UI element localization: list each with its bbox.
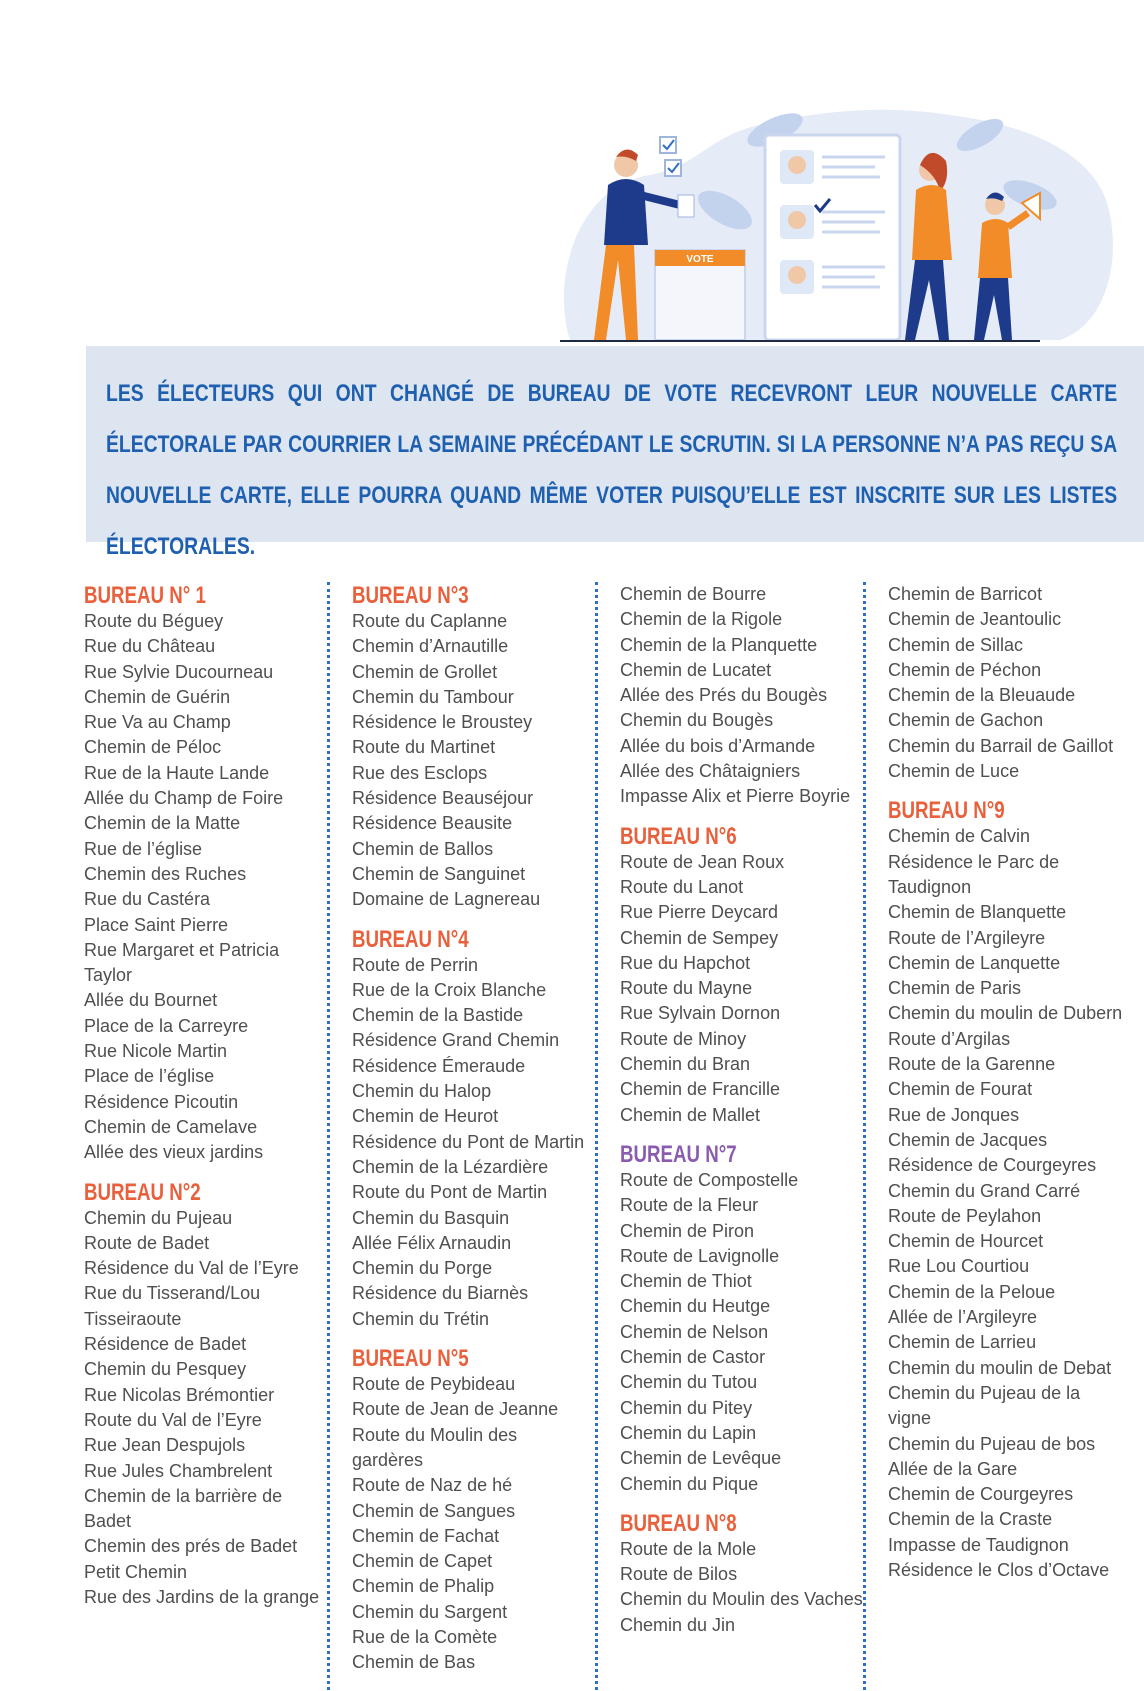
bureau-title: BUREAU N°5: [352, 1345, 469, 1373]
street-item: Allée des vieux jardins: [84, 1142, 264, 1163]
street-item: Chemin du Basquin: [352, 1207, 510, 1228]
bureau-title: BUREAU N°9: [888, 797, 1005, 825]
street-item: Chemin de Jacques: [888, 1129, 1048, 1150]
street-list: [84, 1206, 334, 1611]
street-item: Allée des Prés du Bougès: [620, 685, 828, 706]
bureau-title: BUREAU N°2: [84, 1178, 201, 1206]
street-item: Impasse de Taudignon: [888, 1534, 1069, 1555]
street-item: Chemin de Courgeyres: [888, 1484, 1074, 1505]
street-item: Chemin du Bran: [620, 1054, 751, 1075]
street-item: Chemin de Lucatet: [620, 659, 772, 680]
street-item: Chemin de Larrieu: [888, 1332, 1037, 1353]
street-item: Allée des Châtaigniers: [620, 761, 801, 782]
street-item: Chemin de Péchon: [888, 659, 1042, 680]
street-list: [352, 1372, 602, 1676]
street-list: [84, 609, 334, 1166]
street-item: Route du Martinet: [352, 737, 496, 758]
street-item: Chemin de Ballos: [352, 838, 494, 859]
street-item: Chemin du Jin: [620, 1614, 736, 1635]
street-list: [620, 582, 870, 810]
street-item: Route du Moulin des gardères: [352, 1424, 518, 1470]
street-item: Rue Sylvain Dornon: [620, 1003, 781, 1024]
street-item: Route de la Garenne: [888, 1054, 1056, 1075]
street-item: Chemin de la Rigole: [620, 609, 783, 630]
street-item: Chemin de Phalip: [352, 1576, 495, 1597]
bureau-title: BUREAU N°3: [352, 582, 469, 609]
street-item: Rue de la Croix Blanche: [352, 979, 547, 1000]
street-item: Rue Jules Chambrelent: [84, 1460, 273, 1481]
column-4: [888, 582, 1138, 1596]
street-item: Chemin de Barricot: [888, 584, 1043, 604]
street-item: Résidence du Val de l’Eyre: [84, 1258, 299, 1279]
street-item: Route de Jean de Jeanne: [352, 1399, 559, 1420]
street-item: Allée de l’Argileyre: [888, 1307, 1038, 1328]
street-item: Route de Peybideau: [352, 1374, 516, 1395]
street-item: Chemin de Francille: [620, 1079, 781, 1100]
street-item: Domaine de Lagnereau: [352, 889, 541, 910]
vote-label: VOTE: [686, 254, 714, 265]
street-item: Chemin de Bourre: [620, 584, 767, 604]
street-item: Résidence Grand Chemin: [352, 1030, 560, 1051]
street-item: Rue de la Comète: [352, 1626, 498, 1647]
street-item: Chemin de la Matte: [84, 813, 241, 834]
street-item: Chemin de Grollet: [352, 661, 498, 682]
street-item: Résidence le Clos d’Octave: [888, 1559, 1110, 1580]
street-item: Chemin du Porge: [352, 1258, 493, 1279]
street-item: Rue Va au Champ: [84, 712, 231, 733]
street-item: Chemin du Pujeau de bos: [888, 1433, 1096, 1454]
street-item: Route de Minoy: [620, 1028, 747, 1049]
street-item: Rue du Château: [84, 636, 216, 657]
street-item: Résidence de Courgeyres: [888, 1155, 1097, 1176]
street-item: Chemin du Pitey: [620, 1397, 753, 1418]
voting-illustration: [560, 95, 1120, 345]
street-item: Route de Jean Roux: [620, 851, 785, 872]
street-item: Chemin de Piron: [620, 1220, 755, 1241]
street-item: Chemin du Lapin: [620, 1422, 757, 1443]
column-3: [620, 582, 870, 1651]
street-item: Chemin de Mallet: [620, 1104, 761, 1125]
street-item: Chemin du Pujeau de la vigne: [888, 1382, 1081, 1429]
street-item: Rue du Tisserand/Lou Tisseiraoute: [84, 1283, 261, 1329]
street-item: Chemin de Nelson: [620, 1321, 769, 1342]
street-item: Chemin du Pujeau: [84, 1207, 233, 1228]
street-item: Chemin de la Bastide: [352, 1005, 524, 1026]
street-item: Chemin de la Bleuaude: [888, 685, 1076, 706]
info-banner: [86, 346, 1144, 560]
banner-text: LES ÉLECTEURS QUI ONT CHANGÉ DE BUREAU DE VOTE RECEVRONT LEUR NOUVELLE CARTE ÉLECTORALE PAR COURRIER LA SEMAINE PRÉCÉDANT LE SCRUTIN. SI LA PERSONNE N’A PAS REÇU SA NOUVELLE CARTE, ELLE POURRA QUAND MÊME VOTER PUISQU’ELLE EST INSCRITE SUR LES LISTES ÉLECTORALES.: [106, 380, 1118, 560]
street-item: Rue des Esclops: [352, 762, 488, 783]
street-item: Résidence du Pont de Martin: [352, 1131, 585, 1152]
street-item: Route de la Mole: [620, 1538, 757, 1559]
street-item: Place de la Carreyre: [84, 1015, 249, 1036]
street-item: Résidence le Broustey: [352, 712, 533, 733]
street-item: Chemin de Calvin: [888, 826, 1031, 847]
street-list: [352, 609, 602, 913]
street-item: Chemin de Luce: [888, 761, 1020, 782]
checkbox-icon: [660, 137, 681, 176]
bureau-title: BUREAU N°6: [620, 822, 737, 850]
street-item: Rue Margaret et Patricia Taylor: [84, 939, 280, 986]
street-item: Résidence Picoutin: [84, 1091, 239, 1112]
street-item: Rue du Castéra: [84, 889, 211, 910]
column-2: [352, 582, 602, 1689]
street-item: Chemin du Moulin des Vaches: [620, 1589, 863, 1610]
street-item: Chemin de Sillac: [888, 634, 1024, 655]
street-item: Chemin de Thiot: [620, 1271, 752, 1292]
street-item: Chemin du Grand Carré: [888, 1180, 1081, 1201]
street-item: Chemin de Sanguinet: [352, 863, 526, 884]
street-item: Petit Chemin: [84, 1561, 188, 1582]
street-item: Chemin de Castor: [620, 1347, 766, 1368]
street-item: Route de Peylahon: [888, 1205, 1042, 1226]
street-item: Rue de Jonques: [888, 1104, 1020, 1125]
street-item: Chemin d’Arnautille: [352, 636, 509, 657]
street-item: Chemin du Halop: [352, 1081, 492, 1102]
street-item: Route du Val de l’Eyre: [84, 1409, 262, 1430]
street-item: Route du Lanot: [620, 876, 744, 897]
street-item: Allée du Bournet: [84, 990, 218, 1011]
street-item: Place Saint Pierre: [84, 914, 229, 935]
street-item: Place de l’église: [84, 1066, 215, 1087]
street-item: Résidence Beauséjour: [352, 788, 534, 809]
street-item: Chemin de Levêque: [620, 1448, 782, 1469]
street-item: Chemin du Sargent: [352, 1601, 508, 1622]
street-item: Route de Badet: [84, 1232, 210, 1253]
street-item: Route de Perrin: [352, 954, 479, 975]
street-item: Route du Mayne: [620, 978, 753, 999]
street-item: Résidence le Parc de Taudignon: [888, 851, 1060, 897]
ballot-board: [765, 135, 900, 340]
street-item: Route de Compostelle: [620, 1169, 799, 1190]
street-item: Chemin de Bas: [352, 1652, 476, 1673]
bureau-title: BUREAU N°8: [620, 1509, 737, 1537]
street-item: Chemin de la Craste: [888, 1509, 1053, 1530]
street-item: Chemin du Heutge: [620, 1296, 771, 1317]
street-item: Route de Lavignolle: [620, 1245, 780, 1266]
street-item: Allée Félix Arnaudin: [352, 1232, 512, 1253]
street-item: Chemin de Lanquette: [888, 952, 1061, 973]
street-item: Allée de la Gare: [888, 1458, 1018, 1479]
street-item: Chemin de Hourcet: [888, 1231, 1044, 1252]
street-item: Chemin de Sangues: [352, 1500, 516, 1521]
street-list: [620, 1168, 870, 1497]
street-item: Route de la Fleur: [620, 1195, 759, 1216]
street-item: Chemin du Barrail de Gaillot: [888, 735, 1114, 756]
street-item: Résidence du Biarnès: [352, 1283, 529, 1304]
bureau-title: BUREAU N° 1: [84, 582, 206, 609]
street-item: Chemin de la Lézardière: [352, 1156, 549, 1177]
street-item: Rue Pierre Deycard: [620, 902, 779, 923]
street-item: Chemin de Jeantoulic: [888, 609, 1062, 630]
street-list: [888, 824, 1138, 1583]
street-item: Chemin de la Planquette: [620, 634, 818, 655]
street-item: Chemin de Guérin: [84, 686, 231, 707]
street-item: Route du Pont de Martin: [352, 1182, 548, 1203]
street-list: [352, 953, 602, 1332]
street-item: Chemin de la barrière de Badet: [84, 1485, 283, 1532]
street-item: Chemin du Tutou: [620, 1372, 758, 1393]
street-item: Chemin de Gachon: [888, 710, 1044, 731]
street-item: Rue de l’église: [84, 838, 203, 859]
street-item: Rue du Hapchot: [620, 952, 751, 973]
street-list: [620, 1537, 870, 1638]
street-item: Chemin des Ruches: [84, 863, 247, 884]
street-item: Chemin de Fourat: [888, 1079, 1033, 1100]
street-item: Allée du bois d’Armande: [620, 735, 816, 756]
street-item: Route de l’Argileyre: [888, 927, 1046, 948]
ballot-box-icon: [655, 250, 745, 340]
street-item: Route de Naz de hé: [352, 1475, 513, 1496]
street-item: Résidence de Badet: [84, 1334, 247, 1355]
bureau-title: BUREAU N°7: [620, 1140, 737, 1168]
street-item: Chemin de Sempey: [620, 927, 779, 948]
street-item: Impasse Alix et Pierre Boyrie: [620, 786, 851, 807]
street-list: [620, 850, 870, 1128]
street-item: Chemin de Capet: [352, 1551, 493, 1572]
street-item: Rue Jean Despujols: [84, 1435, 246, 1456]
street-item: Route de Bilos: [620, 1564, 738, 1585]
street-item: Chemin des prés de Badet: [84, 1536, 298, 1557]
street-item: Rue de la Haute Lande: [84, 762, 270, 783]
street-item: Rue Lou Courtiou: [888, 1256, 1030, 1277]
bureau-title: BUREAU N°4: [352, 925, 469, 953]
street-item: Résidence Beausite: [352, 813, 513, 834]
street-item: Rue Nicole Martin: [84, 1041, 228, 1062]
street-item: Route d’Argilas: [888, 1028, 1011, 1049]
street-list: [888, 582, 1138, 784]
street-item: Chemin du Pique: [620, 1473, 759, 1494]
street-item: Chemin de Camelave: [84, 1116, 258, 1137]
street-item: Chemin de Heurot: [352, 1106, 499, 1127]
column-1: [84, 582, 334, 1623]
street-item: Chemin du Trétin: [352, 1308, 490, 1329]
street-item: Chemin du moulin de Debat: [888, 1357, 1112, 1378]
street-item: Chemin de Paris: [888, 978, 1022, 999]
street-item: Rue des Jardins de la grange: [84, 1586, 320, 1607]
street-item: Rue Nicolas Brémontier: [84, 1384, 275, 1405]
street-item: Chemin du Tambour: [352, 686, 514, 707]
street-item: Chemin de la Peloue: [888, 1281, 1056, 1302]
street-item: Chemin de Péloc: [84, 737, 222, 758]
street-item: Route du Béguey: [84, 611, 224, 631]
street-item: Rue Sylvie Ducourneau: [84, 661, 274, 682]
street-item: Allée du Champ de Foire: [84, 788, 284, 809]
street-item: Route du Caplanne: [352, 611, 508, 631]
street-item: Résidence Émeraude: [352, 1055, 526, 1076]
street-item: Chemin de Fachat: [352, 1525, 500, 1546]
street-item: Chemin du moulin de Dubern: [888, 1003, 1123, 1024]
street-item: Chemin du Bougès: [620, 710, 774, 731]
street-item: Chemin de Blanquette: [888, 902, 1067, 923]
street-item: Chemin du Pesquey: [84, 1359, 247, 1380]
